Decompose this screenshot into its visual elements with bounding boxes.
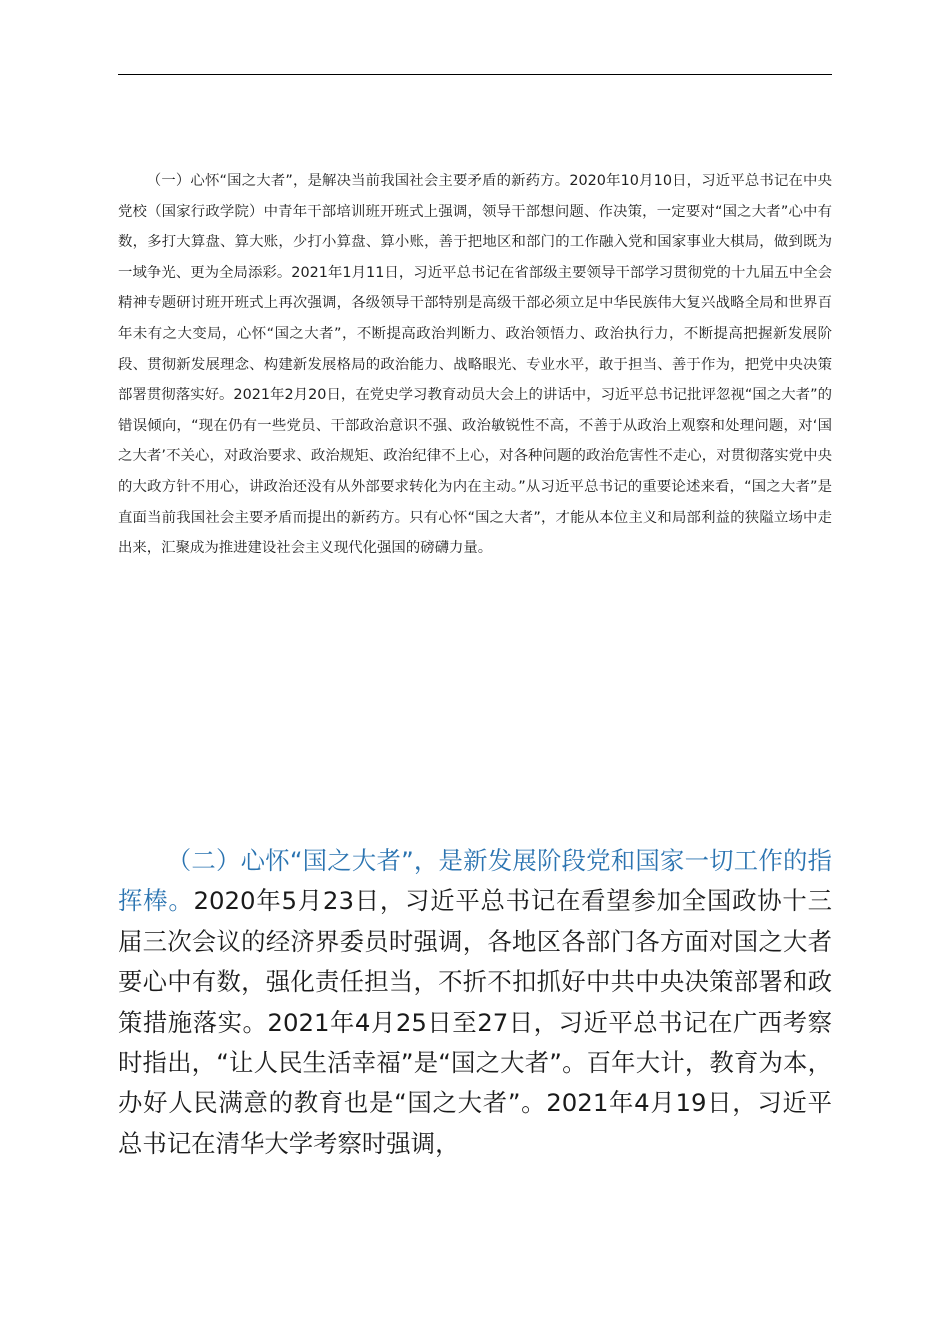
section-2-body: 2020年5月23日，习近平总书记在看望参加全国政协十三届三次会议的经济界委员时强调，各地区各部门各方面对国之大者要心中有数，强化责任担当，不折不扣抓好中共中央决策部署和政策措施落实。2021年4月25日至27日，习近平总书记在广西考察时指出，“让人民生活幸福”是“国之大者”。百年大计，教育为本，办好人民满意的教育也是“国之大者”。2021年4月19日，习近平总书记在清华大学考察时强调， — [118, 886, 832, 1158]
paragraph-section-1 — [118, 166, 832, 564]
header-rule — [118, 74, 832, 75]
section-1-body: （一）心怀“国之大者”，是解决当前我国社会主要矛盾的新药方。2020年10月10日，习近平总书记在中央党校（国家行政学院）中青年干部培训班开班式上强调，领导干部想问题、作决策，一定要对“国之大者”心中有数，多打大算盘、算大账，少打小算盘、算小账，善于把地区和部门的工作融入党和国家事业大棋局，做到既为一域争光、更为全局添彩。2021年1月11日，习近平总书记在省部级主要领导干部学习贯彻党的十九届五中全会精神专题研讨班开班式上再次强调，各级领导干部特别是高级干部必须立足中华民族伟大复兴战略全局和世界百年未有之大变局，心怀“国之大者”，不断提高政治判断力、政治领悟力、政治执行力，不断提高把握新发展阶段、贯彻新发展理念、构建新发展格局的政治能力、战略眼光、专业水平，敢于担当、善于作为，把党中央决策部署贯彻落实好。2021年2月20日，在党史学习教育动员大会上的讲话中，习近平总书记批评忽视“国之大者”的错误倾向，“现在仍有一些党员、干部政治意识不强、政治敏锐性不高，不善于从政治上观察和处理问题，对‘国之大者’不关心，对政治要求、政治规矩、政治纪律不上心，对各种问题的政治危害性不走心，对贯彻落实党中央的大政方针不用心，讲政治还没有从外部要求转化为内在主动。”从习近平总书记的重要论述来看，“国之大者”是直面当前我国社会主要矛盾而提出的新药方。只有心怀“国之大者”，才能从本位主义和局部利益的狭隘立场中走出来，汇聚成为推进建设社会主义现代化强国的磅礴力量。 — [118, 173, 832, 557]
paragraph-section-2 — [118, 841, 832, 1164]
section-2-heading: （二）心怀“国之大者”，是新发展阶段党和国家一切工作的指挥棒。 — [118, 846, 832, 916]
